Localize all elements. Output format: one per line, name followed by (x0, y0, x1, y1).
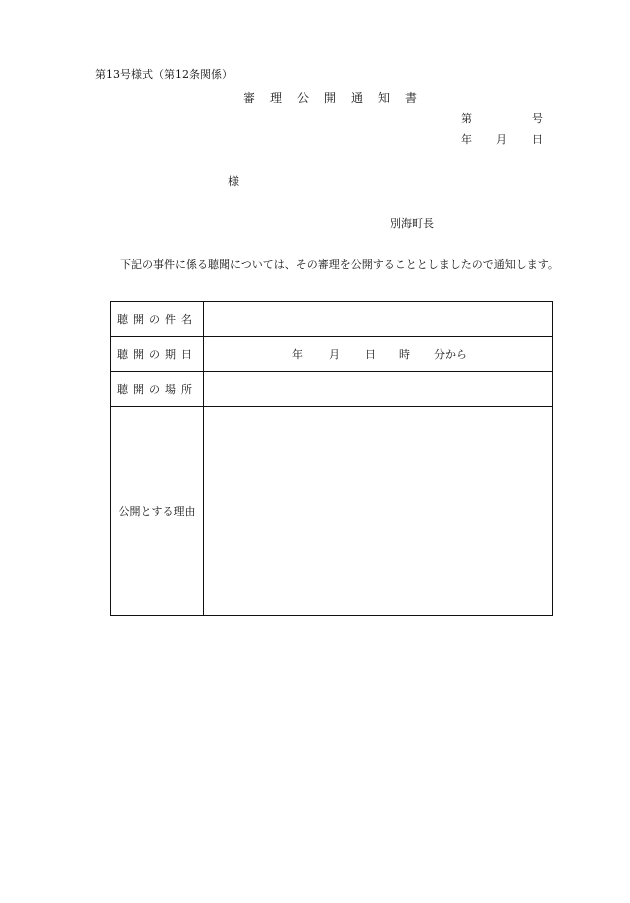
datetime-month: 月 (329, 348, 340, 362)
issuer-name: 別海町長 (390, 217, 434, 230)
disclosure-reason-field[interactable] (204, 407, 553, 616)
number-prefix: 第 (461, 112, 472, 125)
date-month: 月 (496, 133, 507, 146)
date-day: 日 (532, 133, 543, 146)
hearing-info-table (110, 301, 553, 616)
table-row (111, 407, 553, 616)
datetime-hour: 時 (399, 348, 410, 362)
hearing-place-label: 聴開の場所 (111, 372, 204, 407)
datetime-day: 日 (365, 348, 376, 362)
form-number: 第13号様式（第12条関係） (95, 68, 233, 81)
case-name-label: 聴開の件名 (111, 302, 204, 337)
number-suffix: 号 (532, 112, 543, 125)
table-row (111, 302, 553, 337)
date-year: 年 (461, 133, 472, 146)
datetime-year: 年 (292, 348, 303, 362)
datetime-minute-from: 分から (434, 348, 467, 362)
disclosure-reason-label: 公開とする理由 (111, 407, 204, 616)
addressee-suffix: 様 (228, 175, 239, 188)
hearing-date-label: 聴開の期日 (111, 337, 204, 372)
hearing-place-field[interactable] (204, 372, 553, 407)
table-row (111, 372, 553, 407)
document-title: 審理公開通知書 (243, 91, 433, 105)
body-text: 下記の事件に係る聴聞については、その審理を公開することとしましたので通知します。 (120, 258, 559, 271)
table-row (111, 337, 553, 372)
hearing-date-field[interactable] (204, 337, 553, 372)
case-name-field[interactable] (204, 302, 553, 337)
